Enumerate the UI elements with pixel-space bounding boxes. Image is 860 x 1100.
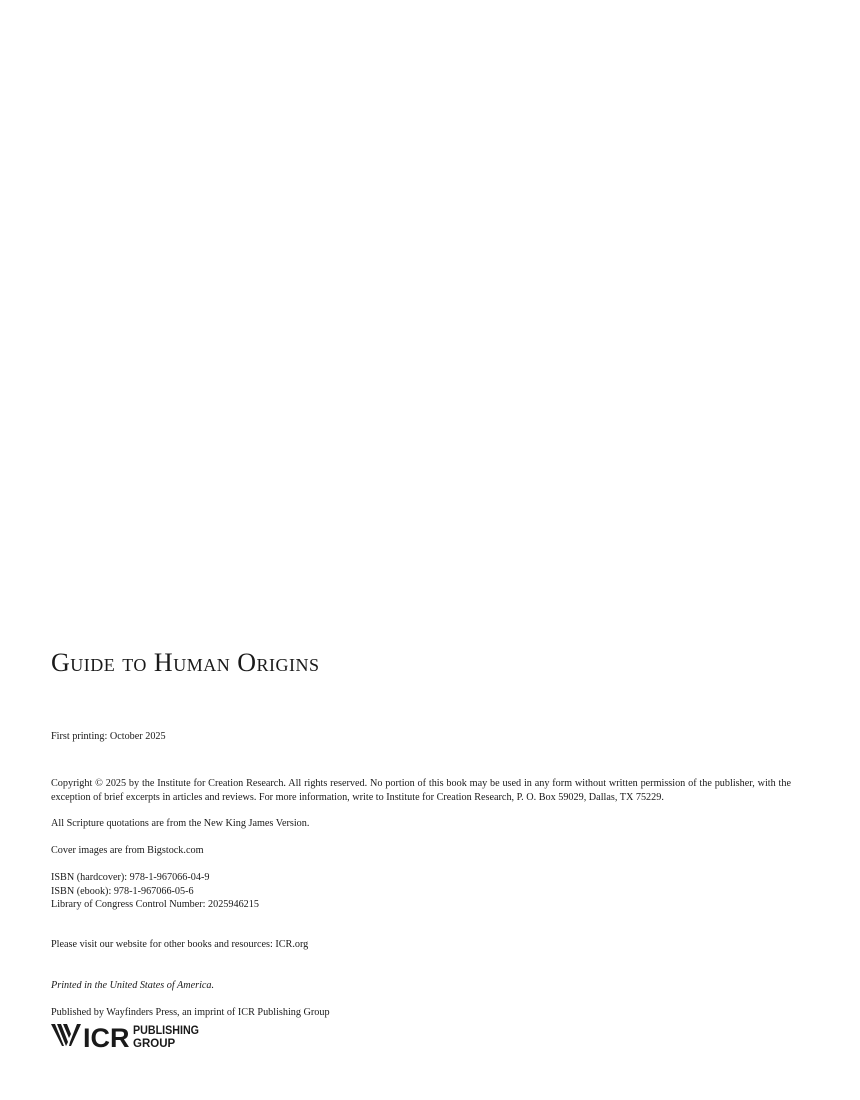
- logo-word: ICR: [83, 1023, 130, 1050]
- isbn-hardcover: ISBN (hardcover): 978-1-967066-04-9: [51, 872, 210, 883]
- copyright-notice: Copyright © 2025 by the Institute for Creation Research. All rights reserved. No portion of this book may be used in any form without written permission of the publisher, with the exception of brief excerpts in articles and reviews. For more information, write to Institute for Creation Research, P. O. Box 59029, Dallas, TX 75229.: [51, 778, 791, 803]
- logo-line1: PUBLISHING: [133, 1025, 200, 1037]
- book-title: Guide to Human Origins: [51, 648, 320, 677]
- scripture-note: All Scripture quotations are from the New King James Version.: [51, 818, 310, 829]
- icr-chevron-logo-icon: [51, 1022, 211, 1050]
- icr-publishing-logo: [51, 1022, 211, 1050]
- first-printing: First printing: October 2025: [51, 731, 166, 742]
- published-by: Published by Wayfinders Press, an imprint of ICR Publishing Group: [51, 1007, 330, 1018]
- website-note: Please visit our website for other books and resources: ICR.org: [51, 939, 309, 950]
- loc-number: Library of Congress Control Number: 2025946215: [51, 899, 259, 910]
- isbn-ebook: ISBN (ebook): 978-1-967066-05-6: [51, 885, 194, 897]
- logo-line2: GROUP: [133, 1038, 176, 1050]
- isbn-block: [51, 871, 791, 912]
- cover-images-credit: Cover images are from Bigstock.com: [51, 845, 204, 856]
- printed-in: Printed in the United States of America.: [51, 980, 215, 991]
